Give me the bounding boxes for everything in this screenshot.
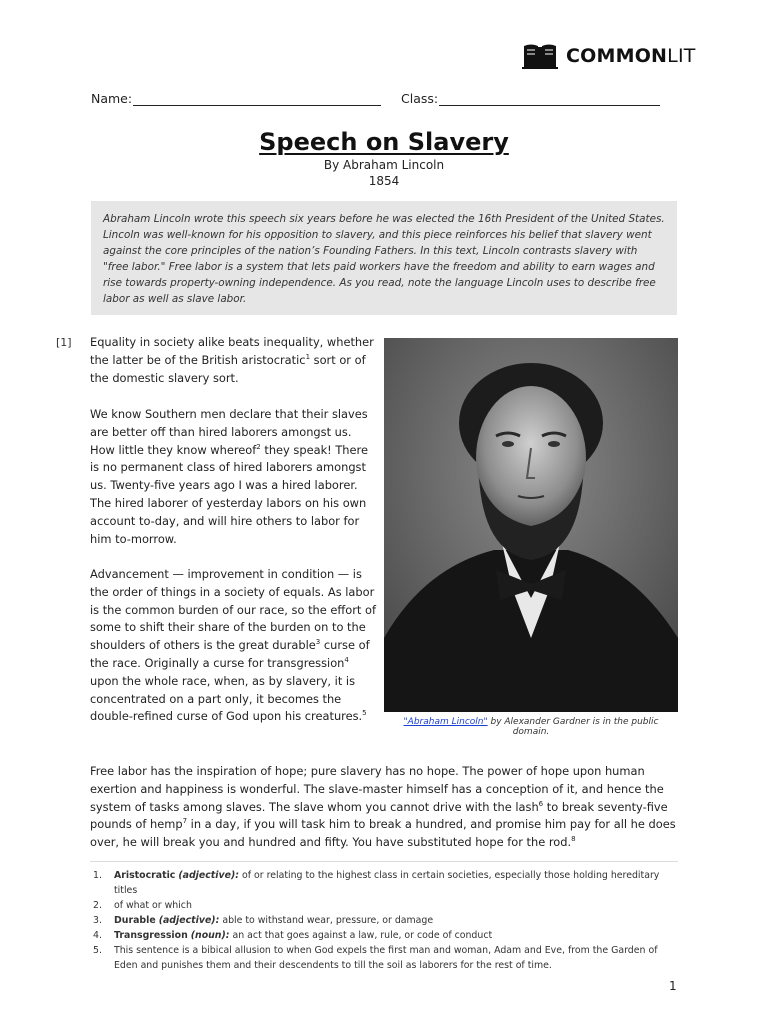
logo-wordmark: COMMONLIT (566, 45, 696, 67)
class-field[interactable] (439, 105, 660, 106)
footnote-divider (90, 861, 678, 862)
footnote-ref[interactable]: 3 (315, 638, 321, 647)
page-number: 1 (669, 979, 677, 993)
name-label: Name: (91, 91, 133, 106)
footnote-item: 3. Durable (adjective): able to withstand wear, pressure, or damage (93, 915, 434, 926)
byline (0, 157, 768, 189)
year: 1854 (368, 174, 400, 188)
footnote-item: 1. Aristocratic (adjective): of or relating to the highest class in certain societies, especially those holding hereditary titles (93, 870, 660, 896)
open-book-icon (522, 42, 558, 70)
footnote-ref[interactable]: 2 (256, 442, 261, 451)
footnote-item: 5. This sentence is a bibical allusion to when God expels the first man and woman, Adam and Eve, from the Garden of Eden and punishes them and their descendents to till the soil as laborers for the rest of time. (93, 945, 658, 971)
footnote-ref[interactable]: 8 (571, 835, 576, 844)
paragraph-3: Advancement — improvement in condition — is the order of things in a society of equals. As labor is the common burden of our race, so the effort of some to shift their share of the burden on to the shoulders of others is the great durable$^3$ curse of the race. Originally a curse for transgression$^4$ upon the whole race, when, as by slavery, it is concentrated on a part only, it becomes the double-refined curse of God upon his creatures.$^5$ (90, 567, 376, 724)
paragraph-4: Free labor has the inspiration of hope; pure slavery has no hope. The power of hope upon human exertion and happiness is wonderful. The slave-master himself has a conception of it, and hence the system of tasks among slaves. The slave whom you cannot drive with the lash$^6$ to break seventy-five pounds of hemp$^7$ in a day, if you will task him to break a hundred, and promise him pay for all he does over, he will break you and hundred and fifty. You have substituted hope for the rod.$^8$ (90, 764, 676, 850)
footnotes (90, 868, 678, 973)
paragraph-2: We know Southern men declare that their slaves are better off than hired laborers amongst us. How little they know whereof$^2$ they speak! There is no permanent class of hired laborers amongst us. Twenty-five years ago I was a hired laborer. The hired laborer of yesterday labors on his own account to-day, and will hire others to labor for him to-morrow. (90, 407, 368, 546)
image-source-link[interactable]: "Abraham Lincoln" (403, 717, 488, 727)
footnote-ref[interactable]: 7 (182, 817, 188, 826)
image-caption: "Abraham Lincoln" by Alexander Gardner is in the public domain. (403, 717, 659, 737)
lincoln-portrait (384, 338, 678, 712)
paragraph-number: [1] (56, 336, 72, 349)
footnote-item: 4. Transgression (noun): an act that goes against a law, rule, or code of conduct (93, 930, 493, 941)
footnote-ref[interactable]: 6 (538, 799, 544, 808)
author: By Abraham Lincoln (323, 158, 445, 172)
footnote-item: 2. of what or which (93, 900, 192, 911)
commonlit-logo (522, 41, 696, 71)
footnote-ref[interactable]: 1 (305, 353, 311, 361)
portrait-image (384, 338, 678, 712)
paragraph-1: Equality in society alike beats inequality, whether the latter be of the British aristocratic$^1$ sort or of the domestic slavery sort. (90, 335, 374, 385)
page-title: Speech on Slavery (259, 128, 509, 156)
name-field[interactable] (133, 105, 381, 106)
intro-box: Abraham Lincoln wrote this speech six years before he was elected the 16th President of the United States. Lincoln was well-known for his opposition to slavery, and this piece reinforces his belief that slavery went against the core principles of the nation’s Founding Fathers. In this text, Lincoln contrasts slavery with "free labor." Free labor is a system that lets paid workers have the freedom and ability to earn wages and rise towards property-owning independence. As you read, note the language Lincoln uses to describe free labor as well as slave labor. (91, 201, 677, 315)
footnote-ref[interactable]: 4 (344, 656, 349, 665)
footnote-ref[interactable]: 5 (362, 709, 367, 718)
class-label: Class: (401, 91, 439, 106)
